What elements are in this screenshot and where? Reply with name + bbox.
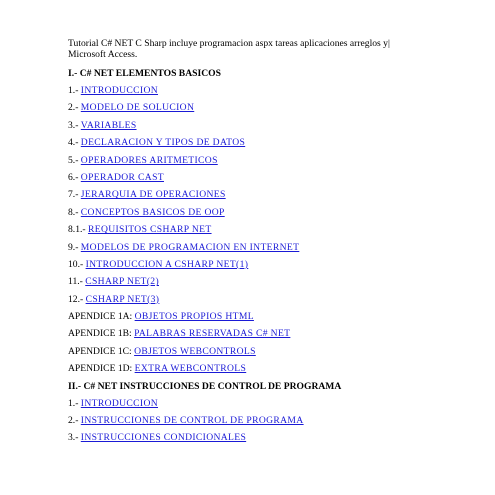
toc-item bbox=[68, 102, 475, 119]
toc-item bbox=[68, 207, 475, 224]
toc-link-csharp-2[interactable]: CSHARP NET(2) bbox=[85, 276, 159, 288]
toc-item bbox=[68, 328, 475, 345]
toc-item bbox=[68, 85, 475, 102]
toc-link-palabras-reservadas[interactable]: PALABRAS RESERVADAS C# NET bbox=[134, 328, 291, 340]
toc-item-number: 9.- bbox=[68, 241, 81, 253]
intro-paragraph bbox=[68, 38, 475, 60]
toc-link-declaracion-tipos-datos[interactable]: DECLARACION Y TIPOS DE DATOS bbox=[80, 137, 246, 149]
section-1-toc bbox=[68, 85, 475, 381]
toc-item-number: 2.- bbox=[68, 102, 81, 114]
toc-item bbox=[68, 415, 475, 432]
toc-item-number: 8.- bbox=[68, 206, 81, 218]
toc-item-number: APENDICE 1B: bbox=[68, 328, 135, 340]
toc-item-number: 3.- bbox=[68, 119, 81, 131]
toc-item bbox=[68, 172, 475, 189]
toc-item-number: APENDICE 1D: bbox=[68, 363, 135, 375]
toc-link-introduccion-csharp-1[interactable]: INTRODUCCION A CSHARP NET(1) bbox=[85, 258, 249, 270]
toc-item-number: 1.- bbox=[68, 85, 81, 96]
toc-item-number: 7.- bbox=[68, 189, 81, 201]
toc-link-introduccion[interactable]: INTRODUCCION bbox=[80, 85, 159, 96]
toc-item-number: 6.- bbox=[68, 171, 81, 183]
toc-link-extra-webcontrols[interactable]: EXTRA WEBCONTROLS bbox=[134, 363, 247, 375]
toc-link-conceptos-oop[interactable]: CONCEPTOS BASICOS DE OOP bbox=[80, 206, 225, 218]
toc-item bbox=[68, 346, 475, 363]
toc-item bbox=[68, 137, 475, 154]
toc-link-csharp-3[interactable]: CSHARP NET(3) bbox=[85, 293, 160, 305]
toc-item-number: 3.- bbox=[68, 432, 81, 444]
toc-item bbox=[68, 189, 475, 206]
toc-item bbox=[68, 432, 475, 449]
toc-item-number: 5.- bbox=[68, 154, 81, 166]
toc-item bbox=[68, 294, 475, 311]
toc-link-variables[interactable]: VARIABLES bbox=[80, 119, 137, 131]
toc-item-number: 11.- bbox=[68, 276, 86, 288]
toc-item-number: 1.- bbox=[68, 397, 81, 409]
toc-link-operador-cast[interactable]: OPERADOR CAST bbox=[80, 171, 164, 183]
section-1-heading: I.- C# NET ELEMENTOS BASICOS bbox=[68, 68, 221, 79]
section-2-heading: II.- C# NET INSTRUCCIONES DE CONTROL DE PROGRAMA bbox=[68, 380, 342, 392]
section-2-toc bbox=[68, 398, 475, 450]
toc-link-instrucciones-control[interactable]: INSTRUCCIONES DE CONTROL DE PROGRAMA bbox=[80, 415, 304, 427]
toc-item bbox=[68, 398, 475, 415]
toc-item bbox=[68, 242, 475, 259]
toc-link-instrucciones-condicionales[interactable]: INSTRUCCIONES CONDICIONALES bbox=[80, 432, 247, 444]
intro-line-2: Microsoft Access. bbox=[68, 49, 138, 60]
toc-link-objetos-webcontrols[interactable]: OBJETOS WEBCONTROLS bbox=[134, 345, 256, 357]
toc-link-introduccion-control[interactable]: INTRODUCCION bbox=[80, 397, 159, 409]
toc-item-number: 10.- bbox=[68, 258, 86, 270]
toc-item-number: APENDICE 1A: bbox=[68, 311, 135, 323]
toc-item-number: 8.1.- bbox=[68, 224, 88, 236]
toc-link-requisitos-csharp[interactable]: REQUISITOS CSHARP NET bbox=[87, 224, 212, 236]
toc-item-number: 2.- bbox=[68, 415, 81, 427]
toc-item bbox=[68, 311, 475, 328]
toc-item bbox=[68, 363, 475, 380]
toc-item-number: 12.- bbox=[68, 293, 86, 305]
toc-link-modelo-de-solucion[interactable]: MODELO DE SOLUCION bbox=[80, 102, 195, 114]
toc-link-operadores-aritmeticos[interactable]: OPERADORES ARITMETICOS bbox=[80, 154, 218, 166]
toc-item bbox=[68, 259, 475, 276]
toc-item bbox=[68, 155, 475, 172]
toc-item-number: APENDICE 1C: bbox=[68, 345, 135, 357]
toc-item bbox=[68, 120, 475, 137]
toc-item bbox=[68, 276, 475, 293]
intro-line-1: Tutorial C# NET C Sharp incluye programacion aspx tareas aplicaciones arreglos y| bbox=[68, 38, 390, 49]
toc-item bbox=[68, 224, 475, 241]
toc-item-number: 4.- bbox=[68, 137, 81, 149]
toc-link-modelos-programacion-internet[interactable]: MODELOS DE PROGRAMACION EN INTERNET bbox=[80, 241, 300, 253]
toc-link-objetos-html[interactable]: OBJETOS PROPIOS HTML bbox=[134, 311, 254, 323]
toc-link-jerarquia-operaciones[interactable]: JERARQUIA DE OPERACIONES bbox=[80, 189, 226, 201]
